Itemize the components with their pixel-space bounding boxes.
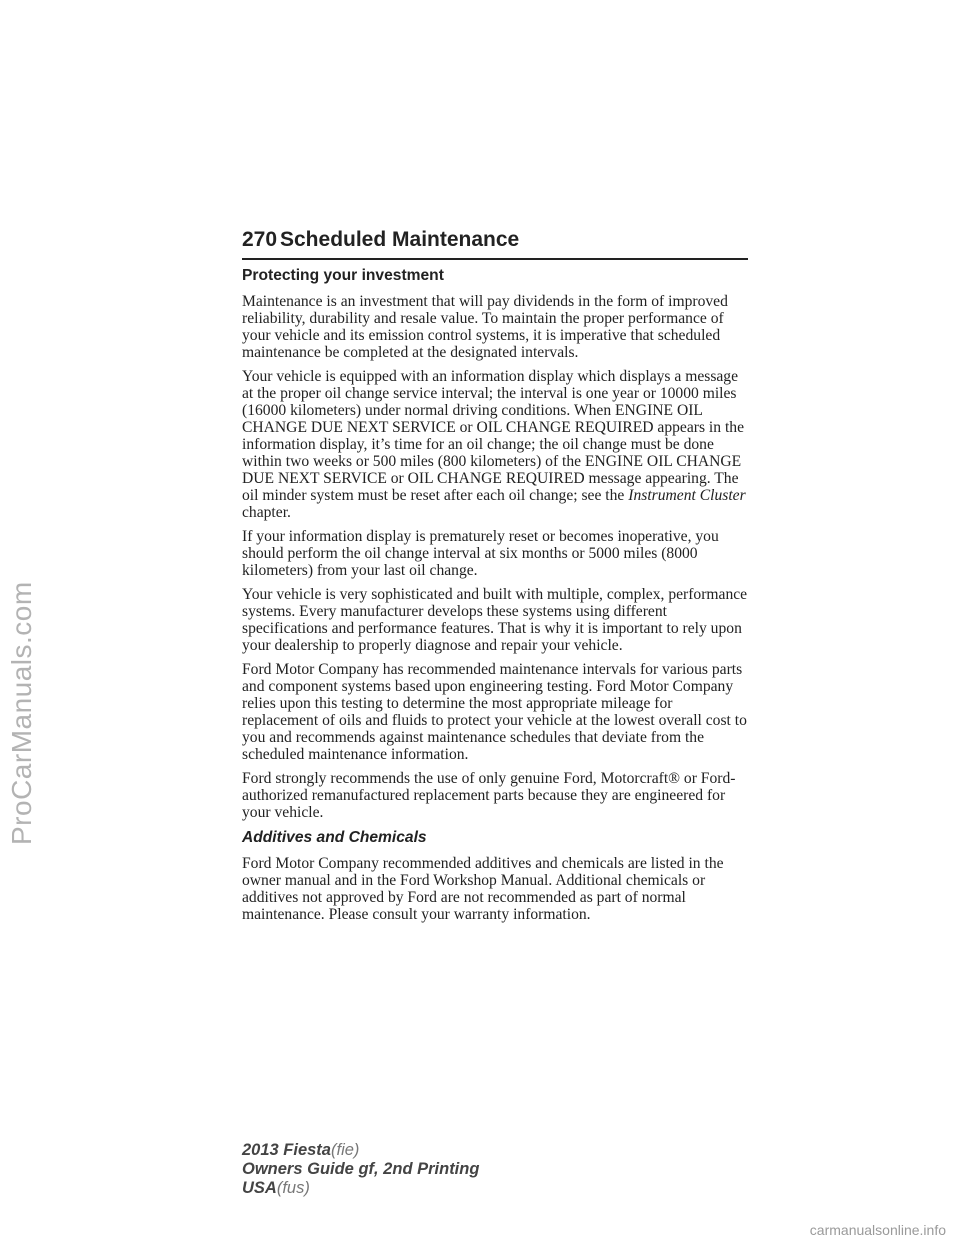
- paragraph: Ford Motor Company recommended additives and chemicals are listed in the owner manual and in the Ford Workshop Manual. Additional chemicals or additives not approved by Ford are not recommended as part of normal maintenance. Please consult your warranty information.: [242, 855, 724, 923]
- page-title: Scheduled Maintenance: [280, 228, 520, 251]
- page-number: 270: [242, 228, 278, 251]
- paragraph: Ford strongly recommends the use of only genuine Ford, Motorcraft® or Ford-authorized remanufactured replacement parts because they are engineered for your vehicle.: [242, 770, 736, 821]
- footer-model-code: (fie): [330, 1141, 360, 1159]
- paragraph: Your vehicle is very sophisticated and built with multiple, complex, performance systems. Every manufacturer develops these systems using different specifications and performance features. That is why it is important to rely upon your dealership to properly diagnose and repair your vehicle.: [242, 586, 748, 654]
- footer-region: USA: [242, 1179, 277, 1197]
- paragraph-oil-change: [242, 368, 752, 521]
- paragraph-text: Your vehicle is equipped with an information display which displays a message at the proper oil change service interval; the interval is one year or 10000 miles (16000 kilometers) under normal driving conditions. When ENGINE OIL CHANGE DUE NEXT SERVICE or OIL CHANGE REQUIRED appears in the information display, it’s time for an oil change; the oil change must be done within two weeks or 500 miles (800 kilometers) of the ENGINE OIL CHANGE DUE NEXT SERVICE or OIL CHANGE REQUIRED message appearing. The oil minder system must be reset after each oil change; see the: [242, 368, 745, 504]
- page-footer: [242, 1141, 479, 1198]
- paragraph-text-end: chapter.: [242, 504, 291, 521]
- watermark-text: ProCarManuals.com: [6, 581, 37, 845]
- paragraph: Maintenance is an investment that will pay dividends in the form of improved reliability, durability and resale value. To maintain the proper performance of your vehicle and its emission control systems, it is imperative that scheduled maintenance be completed at the designated intervals.: [242, 293, 728, 361]
- chapter-reference: Instrument Cluster: [628, 487, 746, 504]
- paragraph: Ford Motor Company has recommended maintenance intervals for various parts and component systems based upon engineering testing. Ford Motor Company relies upon this testing to determine the most appropriate mileage for replacement of oils and fluids to protect your vehicle at the lowest overall cost to you and recommends against maintenance schedules that deviate from the scheduled maintenance information.: [242, 661, 747, 763]
- site-watermark: carmanualsonline.info: [809, 1222, 946, 1238]
- page-header: [242, 228, 748, 260]
- page-content: [242, 266, 752, 930]
- footer-region-code: (fus): [276, 1179, 310, 1197]
- section-heading-additives: Additives and Chemicals: [242, 829, 427, 846]
- footer-model: 2013 Fiesta: [242, 1141, 331, 1159]
- paragraph: If your information display is prematurely reset or becomes inoperative, you should perform the oil change interval at six months or 5000 miles (8000 kilometers) from your last oil change.: [242, 528, 719, 579]
- footer-guide: Owners Guide gf, 2nd Printing: [242, 1160, 480, 1178]
- section-heading-protecting: Protecting your investment: [242, 267, 444, 284]
